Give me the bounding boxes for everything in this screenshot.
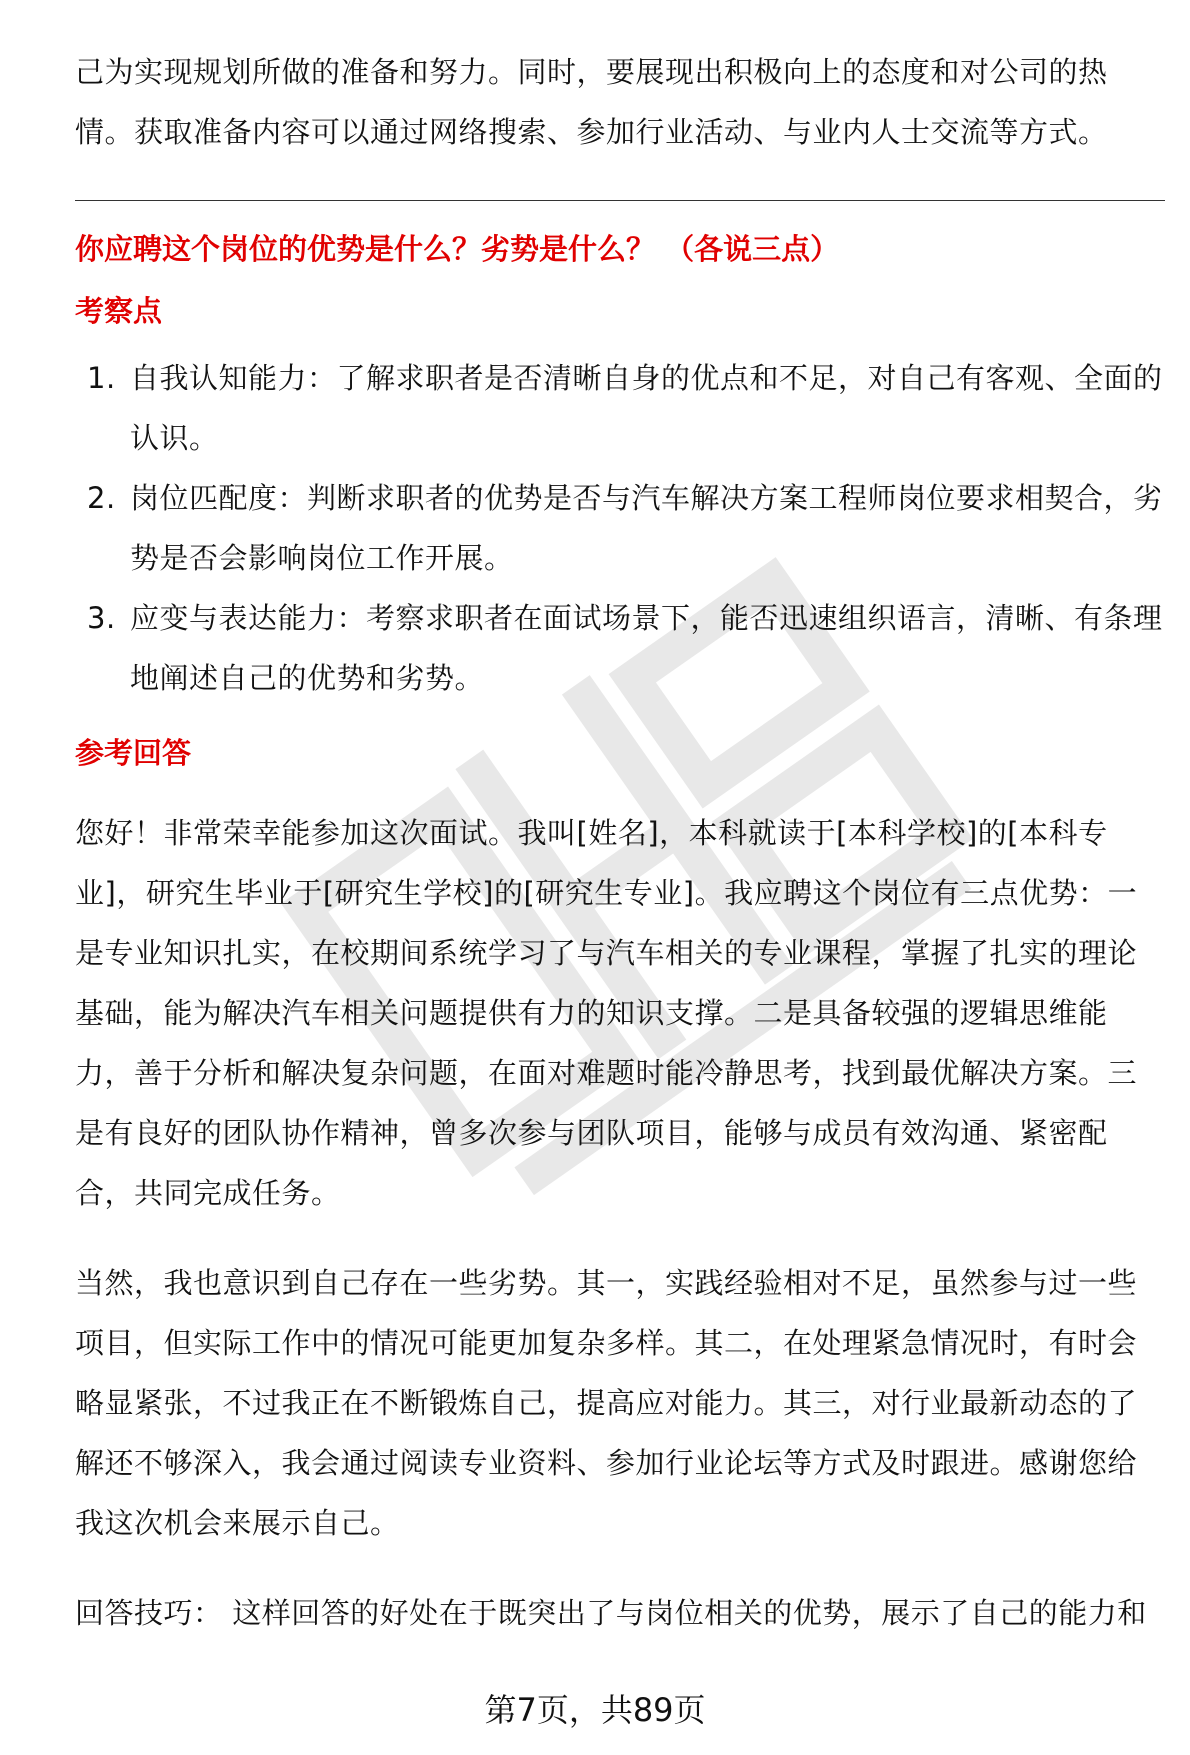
list-item-text: 岗位匹配度：判断求职者的优势是否与汽车解决方案工程师岗位要求相契合，劣势是否会影响岗位工作开展。	[130, 481, 1163, 575]
list-item-number: 1.	[87, 361, 116, 395]
list-item-text: 自我认知能力：了解求职者是否清晰自身的优点和不足，对自己有客观、全面的认识。	[130, 361, 1163, 455]
answer-label: 参考回答	[75, 736, 192, 770]
section-divider	[75, 200, 1165, 201]
answer-paragraph-strengths: 您好！非常荣幸能参加这次面试。我叫[姓名]，本科就读于[本科学校]的[本科专业]，研究生毕业于[研究生学校]的[研究生专业]。我应聘这个岗位有三点优势：一是专业知识扎实，在校期间系统学习了与汽车相关的专业课程，掌握了扎实的理论基础，能为解决汽车相关问题提供有力的知识支撑。二是具备较强的逻辑思维能力，善于分析和解决复杂问题，在面对难题时能冷静思考，找到最优解决方案。三是有良好的团队协作精神，曾多次参与团队项目，能够与成员有效沟通、紧密配合，共同完成任务。	[75, 816, 1138, 1210]
list-item	[75, 348, 1165, 468]
answer-tips: 回答技巧： 这样回答的好处在于既突出了与岗位相关的优势，展示了自己的能力和	[75, 1596, 1147, 1630]
assessment-points-list	[75, 348, 1165, 708]
intro-paragraph: 己为实现规划所做的准备和努力。同时，要展现出积极向上的态度和对公司的热情。获取准备内容可以通过网络搜索、参加行业活动、与业内人士交流等方式。	[75, 55, 1108, 149]
document-page	[75, 0, 1165, 1643]
list-item	[75, 588, 1165, 708]
list-item-number: 2.	[87, 481, 116, 515]
list-item-text: 应变与表达能力：考察求职者在面试场景下，能否迅速组织语言，清晰、有条理地阐述自己的优势和劣势。	[130, 601, 1163, 695]
list-item	[75, 468, 1165, 588]
page-number-footer: 第7页，共89页	[484, 1691, 706, 1729]
answer-paragraph-weaknesses: 当然，我也意识到自己存在一些劣势。其一，实践经验相对不足，虽然参与过一些项目，但实际工作中的情况可能更加复杂多样。其二，在处理紧急情况时，有时会略显紧张，不过我正在不断锻炼自己，提高应对能力。其三，对行业最新动态的了解还不够深入，我会通过阅读专业资料、参加行业论坛等方式及时跟进。感谢您给我这次机会来展示自己。	[75, 1266, 1138, 1540]
list-item-number: 3.	[87, 601, 116, 635]
question-heading: 你应聘这个岗位的优势是什么？劣势是什么？ （各说三点）	[75, 232, 840, 266]
assessment-label: 考察点	[75, 294, 163, 328]
